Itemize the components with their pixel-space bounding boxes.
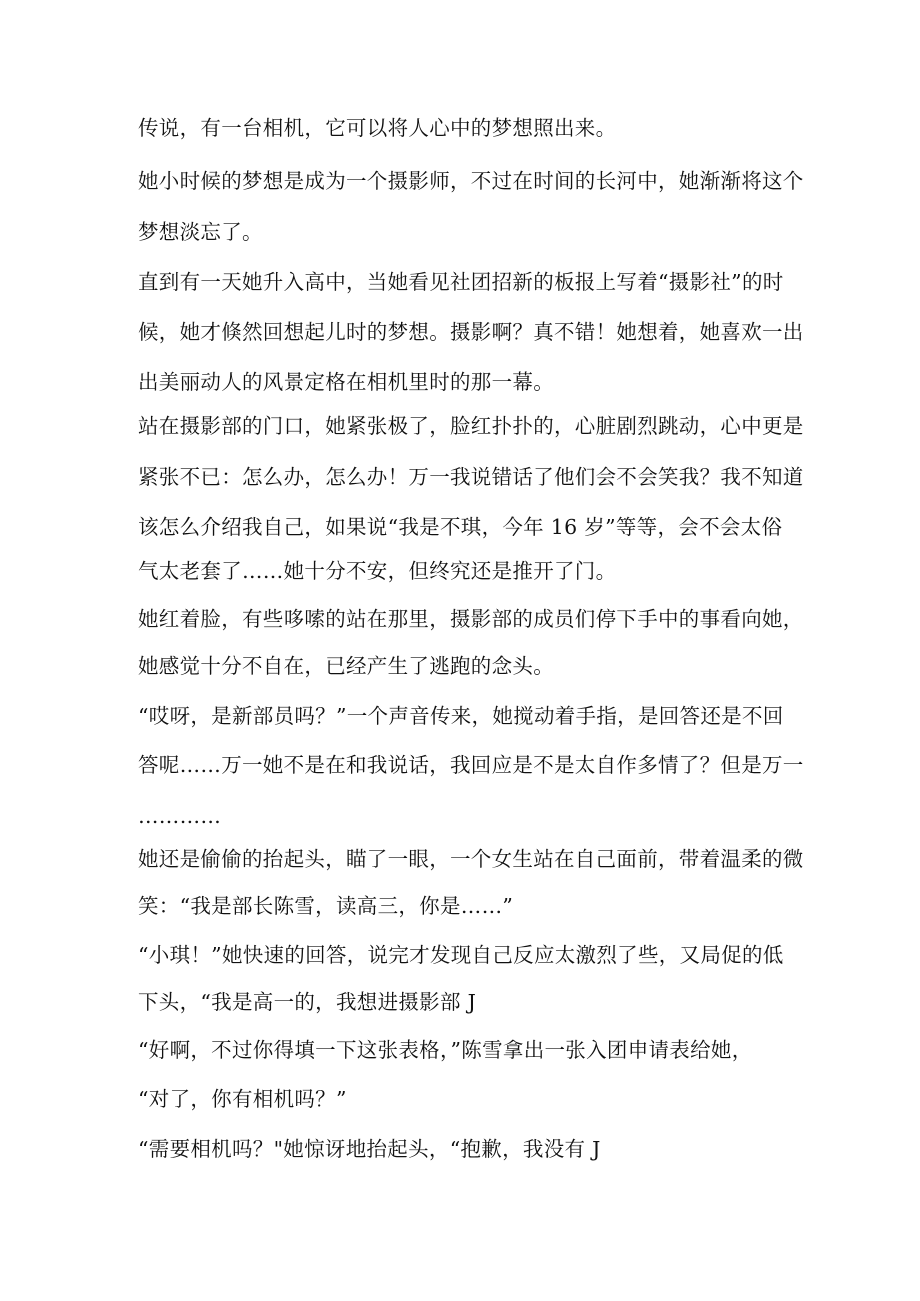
text-line: 下头，“我是高一的，我想进摄影部 J <box>138 990 477 1014</box>
text-line: 站在摄影部的门口，她紧张极了，脸红扑扑的，心脏剧烈跳动，心中更是 <box>138 414 804 438</box>
text-line: 气太老套了……她十分不安，但终究还是推开了门。 <box>138 559 617 583</box>
text-line: 她红着脸，有些哆嗦的站在那里，摄影部的成员们停下手中的事看向她， <box>138 607 804 631</box>
text-line: “哎呀，是新部员吗？”一个声音传来，她搅动着手指，是回答还是不回 <box>138 704 784 728</box>
text-line: 候，她才倏然回想起儿时的梦想。摄影啊？真不错！她想着，她喜欢一出 <box>138 320 804 344</box>
text-line: 梦想淡忘了。 <box>138 220 263 244</box>
text-line: 该怎么介绍我自己，如果说“我是不琪，今年 16 岁”等等，会不会太俗 <box>138 515 783 539</box>
text-line: 出美丽动人的风景定格在相机里时的那一幕。 <box>138 370 554 394</box>
text-line: ………… <box>138 804 222 828</box>
text-line: 直到有一天她升入高中，当她看见社团招新的板报上写着“摄影社”的时 <box>138 270 784 294</box>
text-line: “好啊，不过你得填一下这张表格，”陈雪拿出一张入团申请表给她， <box>138 1038 753 1062</box>
text-line: 她小时候的梦想是成为一个摄影师，不过在时间的长河中，她渐渐将这个 <box>138 169 804 193</box>
text-line: “需要相机吗？"她惊讶地抬起头，“抱歉，我没有 J <box>138 1137 601 1161</box>
text-line: 笑：“我是部长陈雪，读高三，你是……” <box>138 894 514 918</box>
text-line: “小琪！”她快速的回答，说完才发现自己反应太激烈了些，又局促的低 <box>138 943 784 967</box>
text-line: 传说，有一台相机，它可以将人心中的梦想照出来。 <box>138 116 617 140</box>
text-line: 她感觉十分不自在，已经产生了逃跑的念头。 <box>138 654 554 678</box>
text-line: 她还是偷偷的抬起头，瞄了一眼，一个女生站在自己面前，带着温柔的微 <box>138 847 804 871</box>
text-line: 答呢……万一她不是在和我说话，我回应是不是太自作多情了？但是万一 <box>138 753 804 777</box>
text-line: 紧张不已：怎么办，怎么办！万一我说错话了他们会不会笑我？我不知道 <box>138 465 804 489</box>
text-line: “对了，你有相机吗？” <box>138 1087 347 1111</box>
